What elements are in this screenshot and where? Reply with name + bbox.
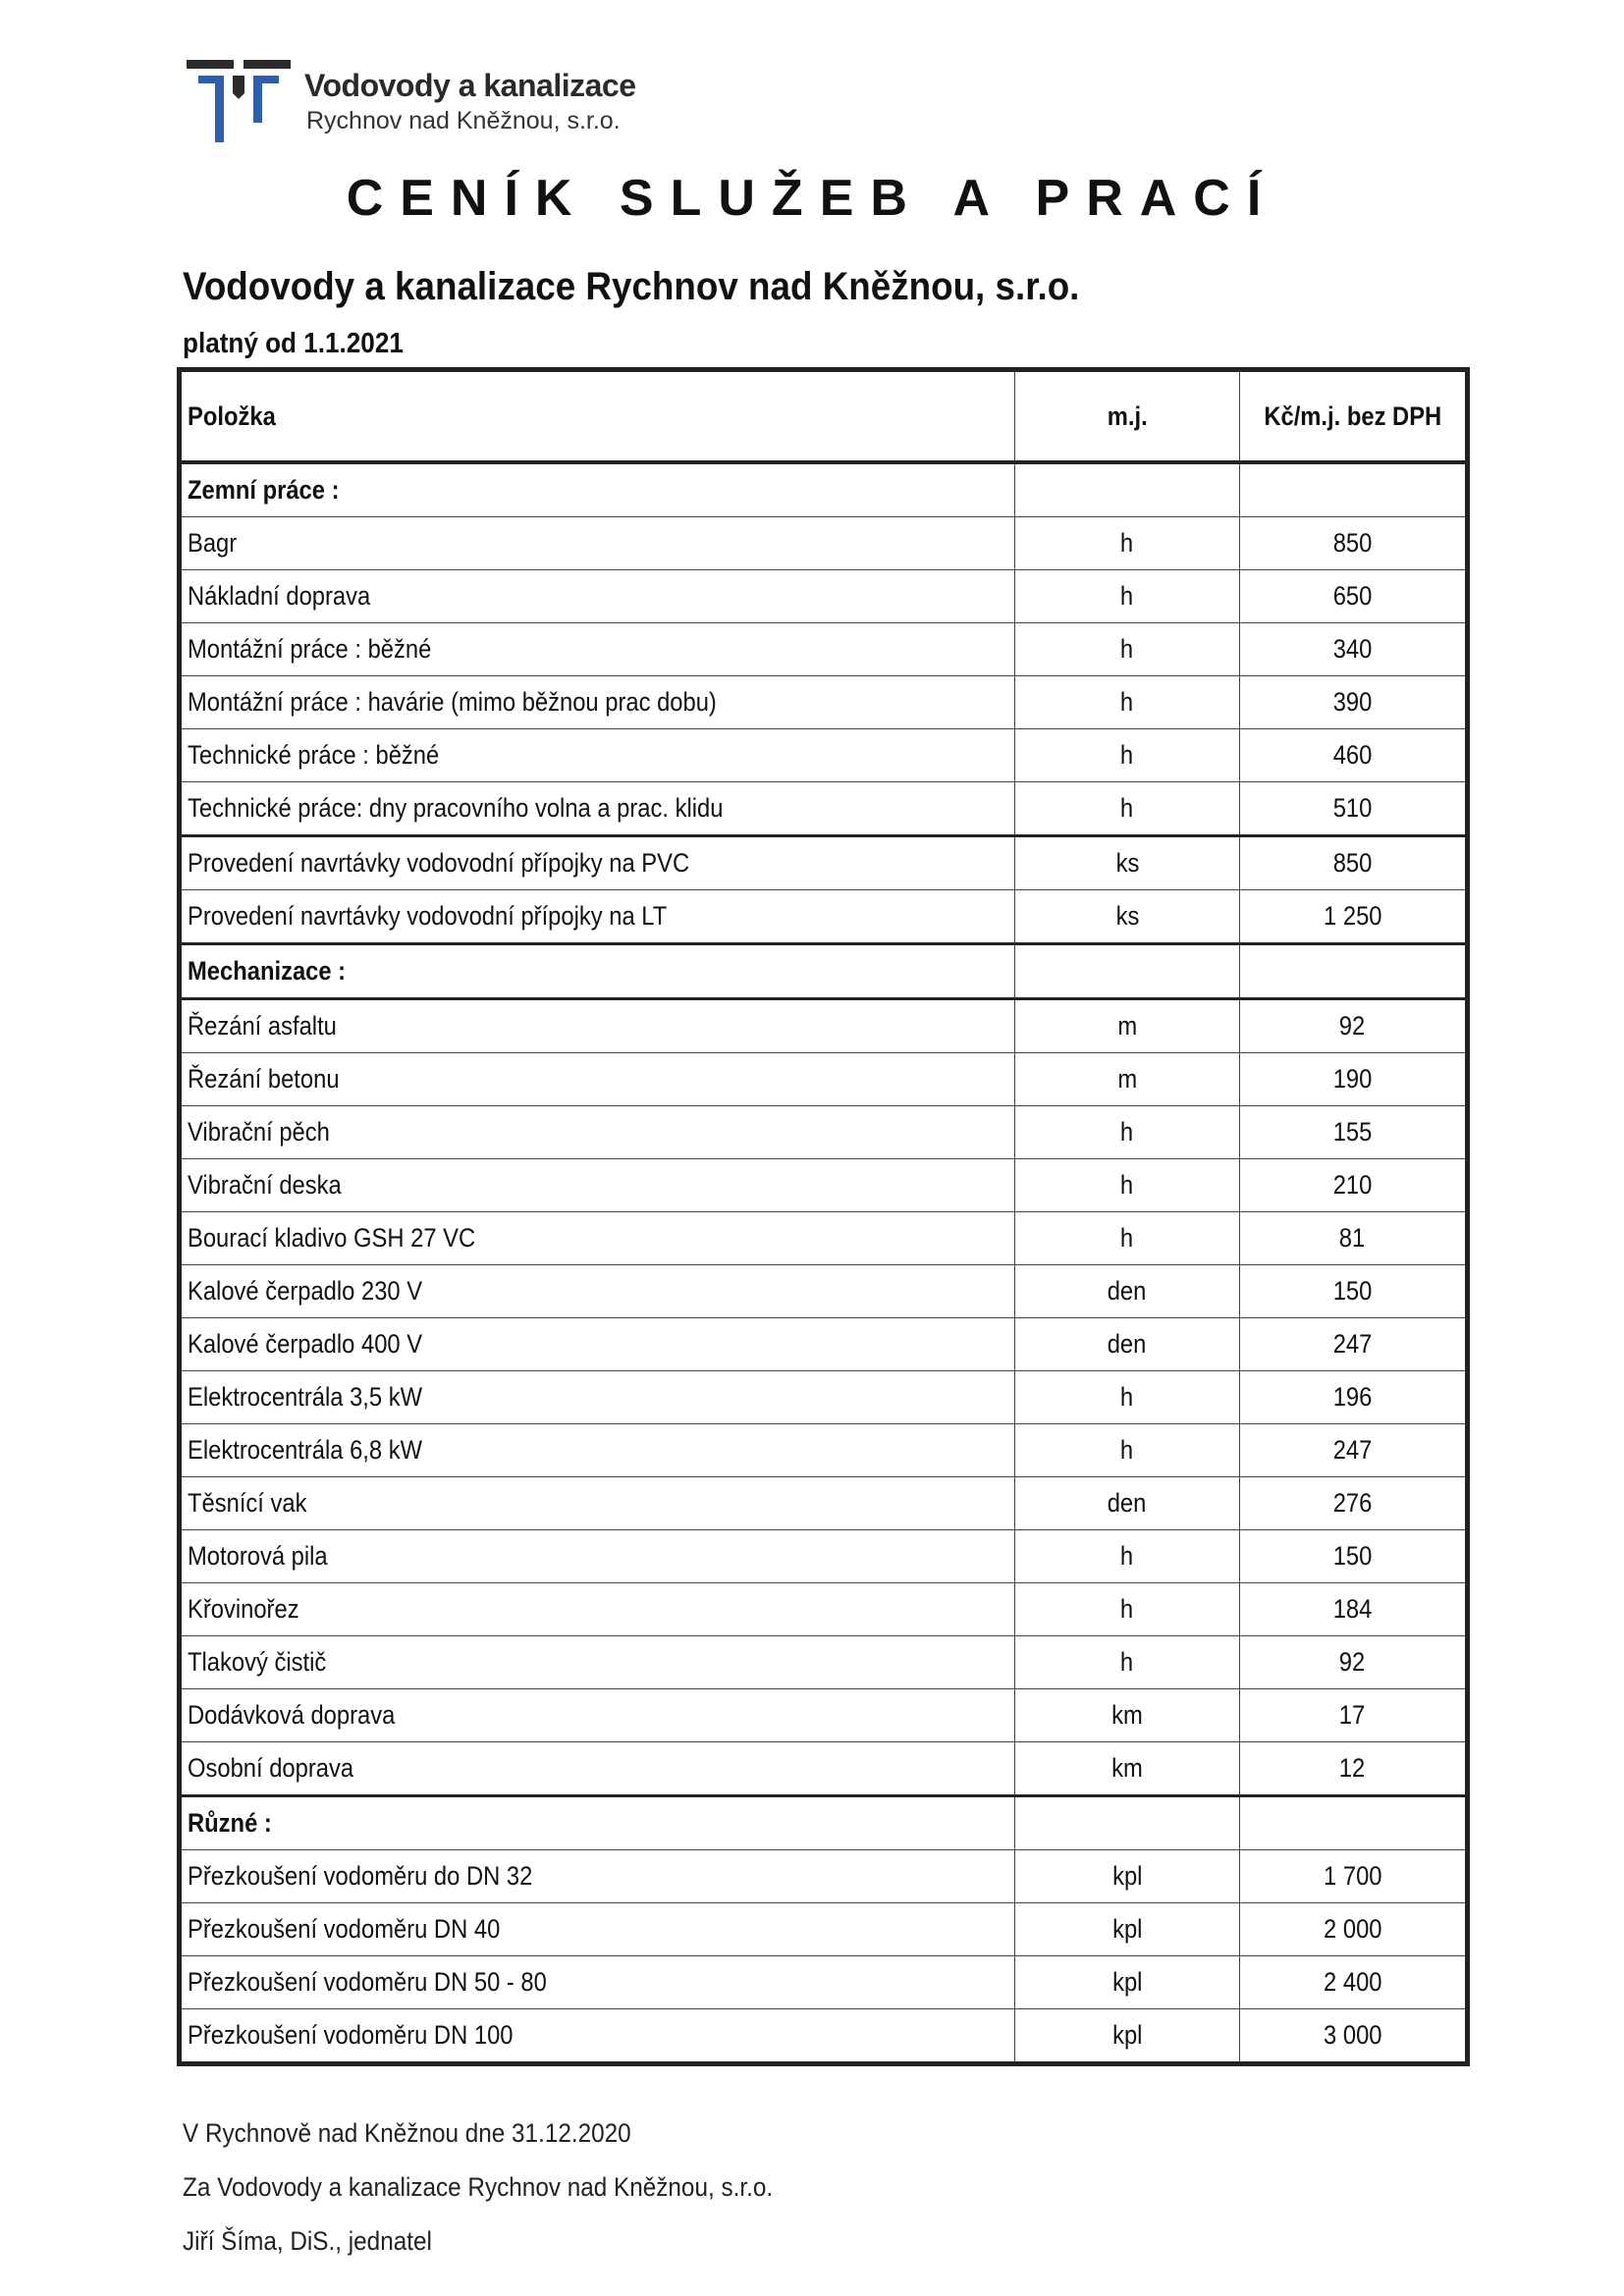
cell-item: Řezání asfaltu — [180, 999, 1015, 1053]
header-item: Položka — [180, 370, 1015, 463]
cell-unit: h — [1015, 1636, 1240, 1689]
cell-unit: den — [1015, 1318, 1240, 1371]
cell-item: Mechanizace : — [180, 944, 1015, 999]
price-table — [177, 367, 1470, 2066]
cell-price — [1240, 944, 1468, 999]
document-title: CENÍK SLUŽEB A PRACÍ — [346, 170, 1278, 227]
cell-price: 92 — [1240, 1636, 1468, 1689]
cell-unit: h — [1015, 1583, 1240, 1636]
cell-item: Montážní práce : havárie (mimo běžnou prac dobu) — [180, 676, 1015, 729]
cell-item: Motorová pila — [180, 1530, 1015, 1583]
cell-item: Bourací kladivo GSH 27 VC — [180, 1212, 1015, 1265]
table-row — [180, 1850, 1468, 1903]
cell-unit: h — [1015, 1530, 1240, 1583]
cell-item: Křovinořez — [180, 1583, 1015, 1636]
cell-price — [1240, 462, 1468, 517]
footer-signatory: Jiří Šíma, DiS., jednatel — [183, 2226, 432, 2256]
table-row — [180, 890, 1468, 944]
cell-item: Zemní práce : — [180, 462, 1015, 517]
cell-unit: den — [1015, 1477, 1240, 1530]
cell-price: 247 — [1240, 1318, 1468, 1371]
footer-on-behalf: Za Vodovody a kanalizace Rychnov nad Kněžnou, s.r.o. — [183, 2172, 774, 2202]
cell-price: 3 000 — [1240, 2009, 1468, 2064]
cell-price: 390 — [1240, 676, 1468, 729]
section-row — [180, 462, 1468, 517]
table-row — [180, 1159, 1468, 1212]
cell-unit: h — [1015, 570, 1240, 623]
cell-item: Přezkoušení vodoměru DN 40 — [180, 1903, 1015, 1956]
cell-unit: h — [1015, 1371, 1240, 1424]
cell-item: Technické práce : běžné — [180, 729, 1015, 782]
cell-unit: den — [1015, 1265, 1240, 1318]
table-row — [180, 999, 1468, 1053]
cell-price: 1 250 — [1240, 890, 1468, 944]
table-row — [180, 1265, 1468, 1318]
table-row — [180, 1742, 1468, 1796]
cell-price: 155 — [1240, 1106, 1468, 1159]
cell-price: 17 — [1240, 1689, 1468, 1742]
cell-unit: h — [1015, 623, 1240, 676]
cell-item: Vibrační pěch — [180, 1106, 1015, 1159]
cell-price: 650 — [1240, 570, 1468, 623]
table-row — [180, 1956, 1468, 2009]
table-row — [180, 1903, 1468, 1956]
cell-unit — [1015, 462, 1240, 517]
cell-unit: kpl — [1015, 1903, 1240, 1956]
cell-unit: m — [1015, 999, 1240, 1053]
cell-price: 2 400 — [1240, 1956, 1468, 2009]
cell-item: Bagr — [180, 517, 1015, 570]
table-row — [180, 1053, 1468, 1106]
table-row — [180, 623, 1468, 676]
section-row — [180, 1796, 1468, 1850]
cell-unit: h — [1015, 782, 1240, 836]
cell-price: 850 — [1240, 836, 1468, 890]
cell-price: 210 — [1240, 1159, 1468, 1212]
table-row — [180, 1212, 1468, 1265]
cell-price: 510 — [1240, 782, 1468, 836]
cell-item: Nákladní doprava — [180, 570, 1015, 623]
table-row — [180, 1318, 1468, 1371]
cell-item: Těsnící vak — [180, 1477, 1015, 1530]
cell-unit: m — [1015, 1053, 1240, 1106]
cell-price: 81 — [1240, 1212, 1468, 1265]
table-row — [180, 2009, 1468, 2064]
cell-price: 150 — [1240, 1530, 1468, 1583]
cell-unit: h — [1015, 729, 1240, 782]
cell-unit: h — [1015, 517, 1240, 570]
cell-item: Technické práce: dny pracovního volna a prac. klidu — [180, 782, 1015, 836]
cell-item: Dodávková doprava — [180, 1689, 1015, 1742]
cell-unit: kpl — [1015, 1850, 1240, 1903]
cell-price: 247 — [1240, 1424, 1468, 1477]
cell-price: 1 700 — [1240, 1850, 1468, 1903]
cell-unit: kpl — [1015, 2009, 1240, 2064]
cell-price: 184 — [1240, 1583, 1468, 1636]
cell-unit: kpl — [1015, 1956, 1240, 2009]
company-name: Vodovody a kanalizace Rychnov nad Kněžnou, s.r.o. — [183, 265, 1080, 308]
cell-price: 460 — [1240, 729, 1468, 782]
cell-item: Různé : — [180, 1796, 1015, 1850]
cell-price: 276 — [1240, 1477, 1468, 1530]
cell-item: Elektrocentrála 6,8 kW — [180, 1424, 1015, 1477]
water-pipe-logo-icon — [187, 54, 295, 147]
cell-price — [1240, 1796, 1468, 1850]
table-row — [180, 1689, 1468, 1742]
logo-brand-name: Vodovody a kanalizace — [304, 68, 636, 103]
cell-item: Osobní doprava — [180, 1742, 1015, 1796]
cell-item: Kalové čerpadlo 230 V — [180, 1265, 1015, 1318]
table-row — [180, 782, 1468, 836]
table-row — [180, 1477, 1468, 1530]
logo-subtitle: Rychnov nad Kněžnou, s.r.o. — [306, 107, 621, 134]
cell-price: 850 — [1240, 517, 1468, 570]
cell-item: Provedení navrtávky vodovodní přípojky na PVC — [180, 836, 1015, 890]
cell-price: 196 — [1240, 1371, 1468, 1424]
cell-unit: h — [1015, 1212, 1240, 1265]
cell-price: 190 — [1240, 1053, 1468, 1106]
cell-item: Vibrační deska — [180, 1159, 1015, 1212]
table-row — [180, 1530, 1468, 1583]
cell-item: Přezkoušení vodoměru DN 100 — [180, 2009, 1015, 2064]
cell-price: 2 000 — [1240, 1903, 1468, 1956]
cell-price: 92 — [1240, 999, 1468, 1053]
cell-unit: ks — [1015, 836, 1240, 890]
table-row — [180, 570, 1468, 623]
valid-from: platný od 1.1.2021 — [183, 328, 404, 359]
cell-unit: km — [1015, 1742, 1240, 1796]
table-row — [180, 836, 1468, 890]
table-row — [180, 676, 1468, 729]
table-row — [180, 1424, 1468, 1477]
cell-item: Kalové čerpadlo 400 V — [180, 1318, 1015, 1371]
table-row — [180, 517, 1468, 570]
cell-unit: h — [1015, 1106, 1240, 1159]
cell-unit: h — [1015, 1424, 1240, 1477]
cell-price: 12 — [1240, 1742, 1468, 1796]
cell-unit: h — [1015, 1159, 1240, 1212]
company-logo — [187, 54, 736, 147]
table-row — [180, 1583, 1468, 1636]
table-row — [180, 729, 1468, 782]
cell-unit: km — [1015, 1689, 1240, 1742]
cell-unit — [1015, 1796, 1240, 1850]
header-unit: m.j. — [1015, 370, 1240, 463]
cell-item: Přezkoušení vodoměru DN 50 - 80 — [180, 1956, 1015, 2009]
cell-item: Montážní práce : běžné — [180, 623, 1015, 676]
cell-item: Elektrocentrála 3,5 kW — [180, 1371, 1015, 1424]
cell-unit: h — [1015, 676, 1240, 729]
table-row — [180, 1106, 1468, 1159]
header-price: Kč/m.j. bez DPH — [1240, 370, 1468, 463]
cell-unit: ks — [1015, 890, 1240, 944]
cell-item: Provedení navrtávky vodovodní přípojky na LT — [180, 890, 1015, 944]
table-row — [180, 1371, 1468, 1424]
cell-unit — [1015, 944, 1240, 999]
cell-price: 150 — [1240, 1265, 1468, 1318]
cell-item: Tlakový čistič — [180, 1636, 1015, 1689]
cell-price: 340 — [1240, 623, 1468, 676]
cell-item: Přezkoušení vodoměru do DN 32 — [180, 1850, 1015, 1903]
table-row — [180, 1636, 1468, 1689]
footer-place-date: V Rychnově nad Kněžnou dne 31.12.2020 — [183, 2118, 631, 2148]
cell-item: Řezání betonu — [180, 1053, 1015, 1106]
section-row — [180, 944, 1468, 999]
table-header-row — [180, 370, 1468, 463]
